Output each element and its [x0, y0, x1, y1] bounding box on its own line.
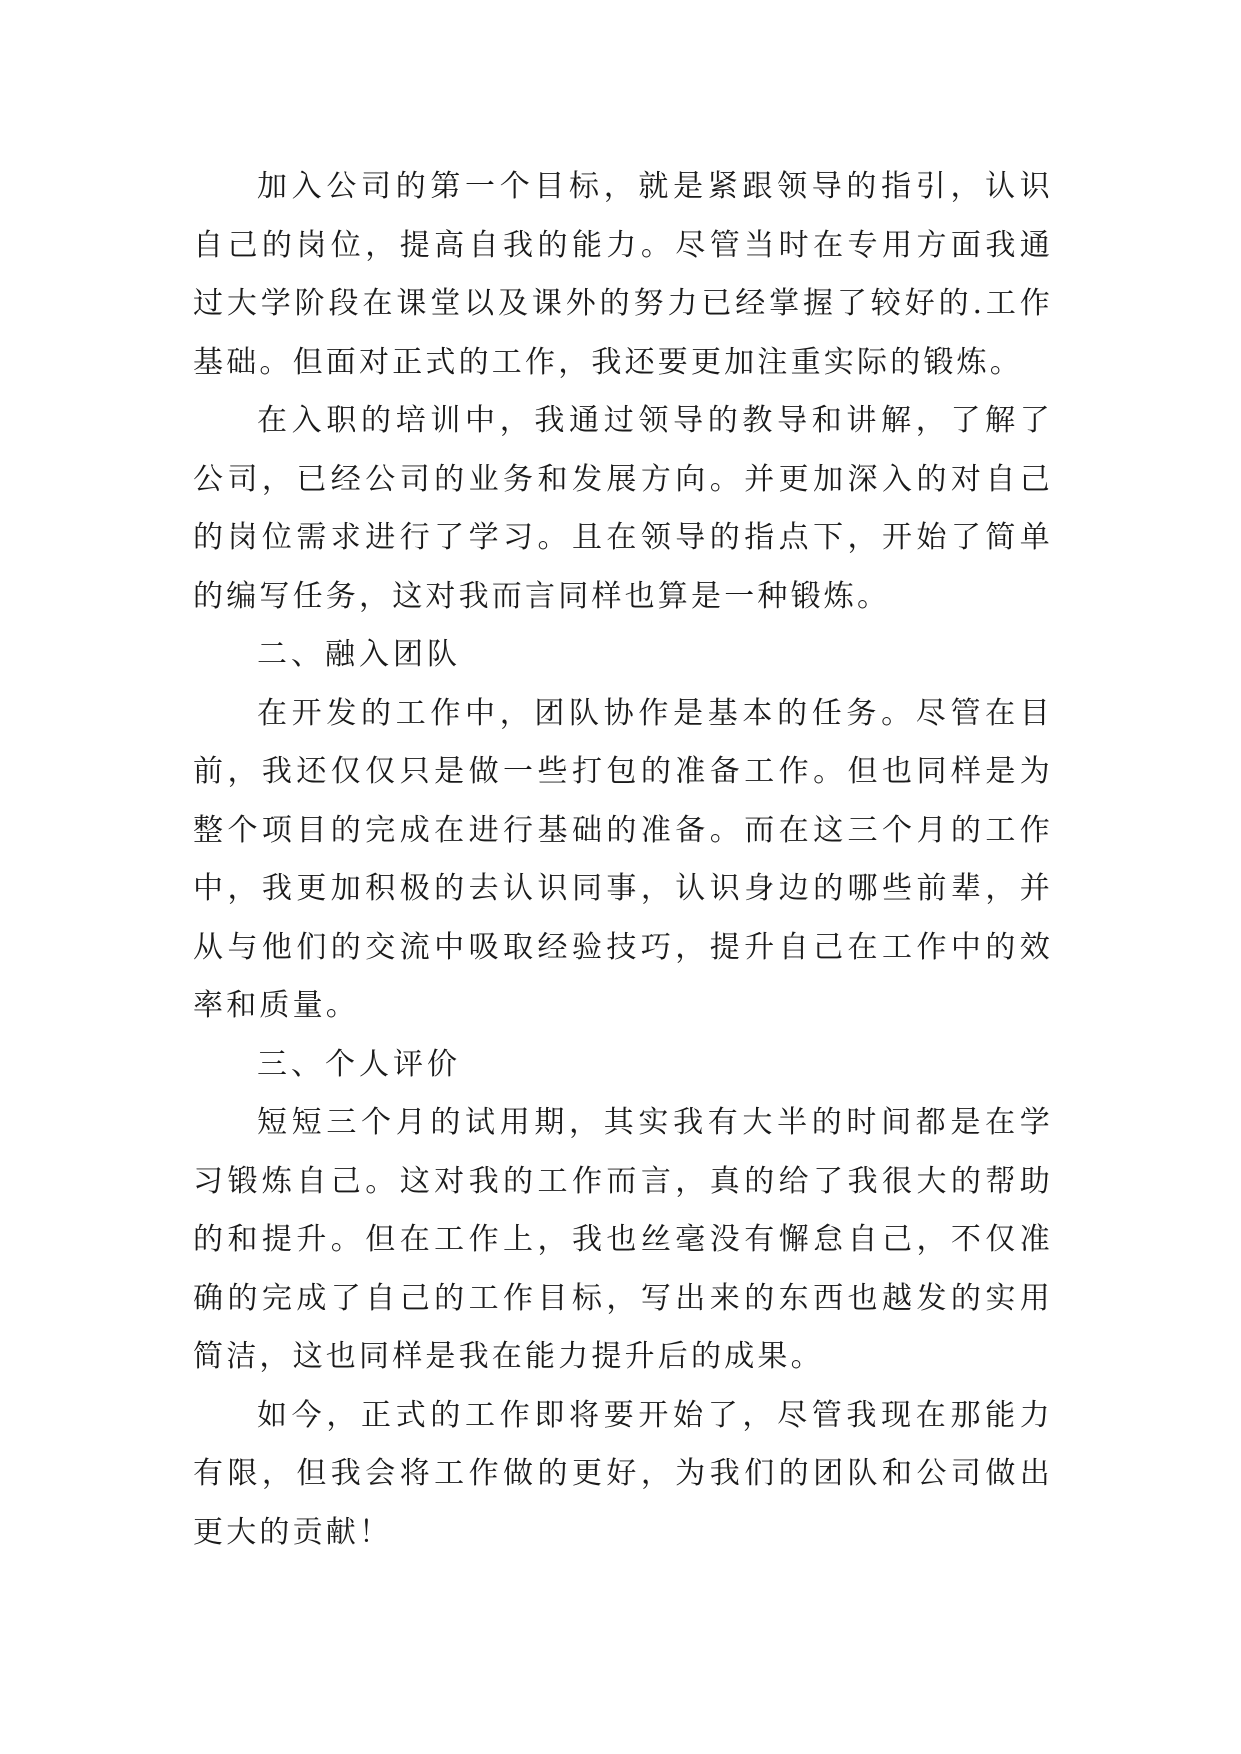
- paragraph-closing: 如今，正式的工作即将要开始了，尽管我现在那能力有限，但我会将工作做的更好，为我们的团队和公司做出更大的贡献！: [193, 1397, 1053, 1550]
- section-heading-self-evaluation: 三、个人评价: [257, 1046, 461, 1082]
- paragraph-first-goal: 加入公司的第一个目标，就是紧跟领导的指引，认识自己的岗位，提高自我的能力。尽管当时在专用方面我通过大学阶段在课堂以及课外的努力已经掌握了较好的.工作基础。但面对正式的工作，我还要更加注重实际的锻炼。: [193, 169, 1053, 380]
- paragraph-self-evaluation: 短短三个月的试用期，其实我有大半的时间都是在学习锻炼自己。这对我的工作而言，真的给了我很大的帮助的和提升。但在工作上，我也丝毫没有懈怠自己，不仅准确的完成了自己的工作目标，写出来的东西也越发的实用简洁，这也同样是我在能力提升后的成果。: [193, 1105, 1053, 1374]
- paragraph-onboarding-training: 在入职的培训中，我通过领导的教导和讲解，了解了公司，已经公司的业务和发展方向。并更加深入的对自己的岗位需求进行了学习。且在领导的指点下，开始了简单的编写任务，这对我而言同样也算是一种锻炼。: [193, 403, 1053, 614]
- paragraph-teamwork: 在开发的工作中，团队协作是基本的任务。尽管在目前，我还仅仅只是做一些打包的准备工作。但也同样是为整个项目的完成在进行基础的准备。而在这三个月的工作中，我更加积极的去认识同事，认识身边的哪些前辈，并从与他们的交流中吸取经验技巧，提升自己在工作中的效率和质量。: [193, 695, 1053, 1023]
- section-heading-team: 二、融入团队: [257, 637, 461, 672]
- document-body: [193, 158, 1053, 1562]
